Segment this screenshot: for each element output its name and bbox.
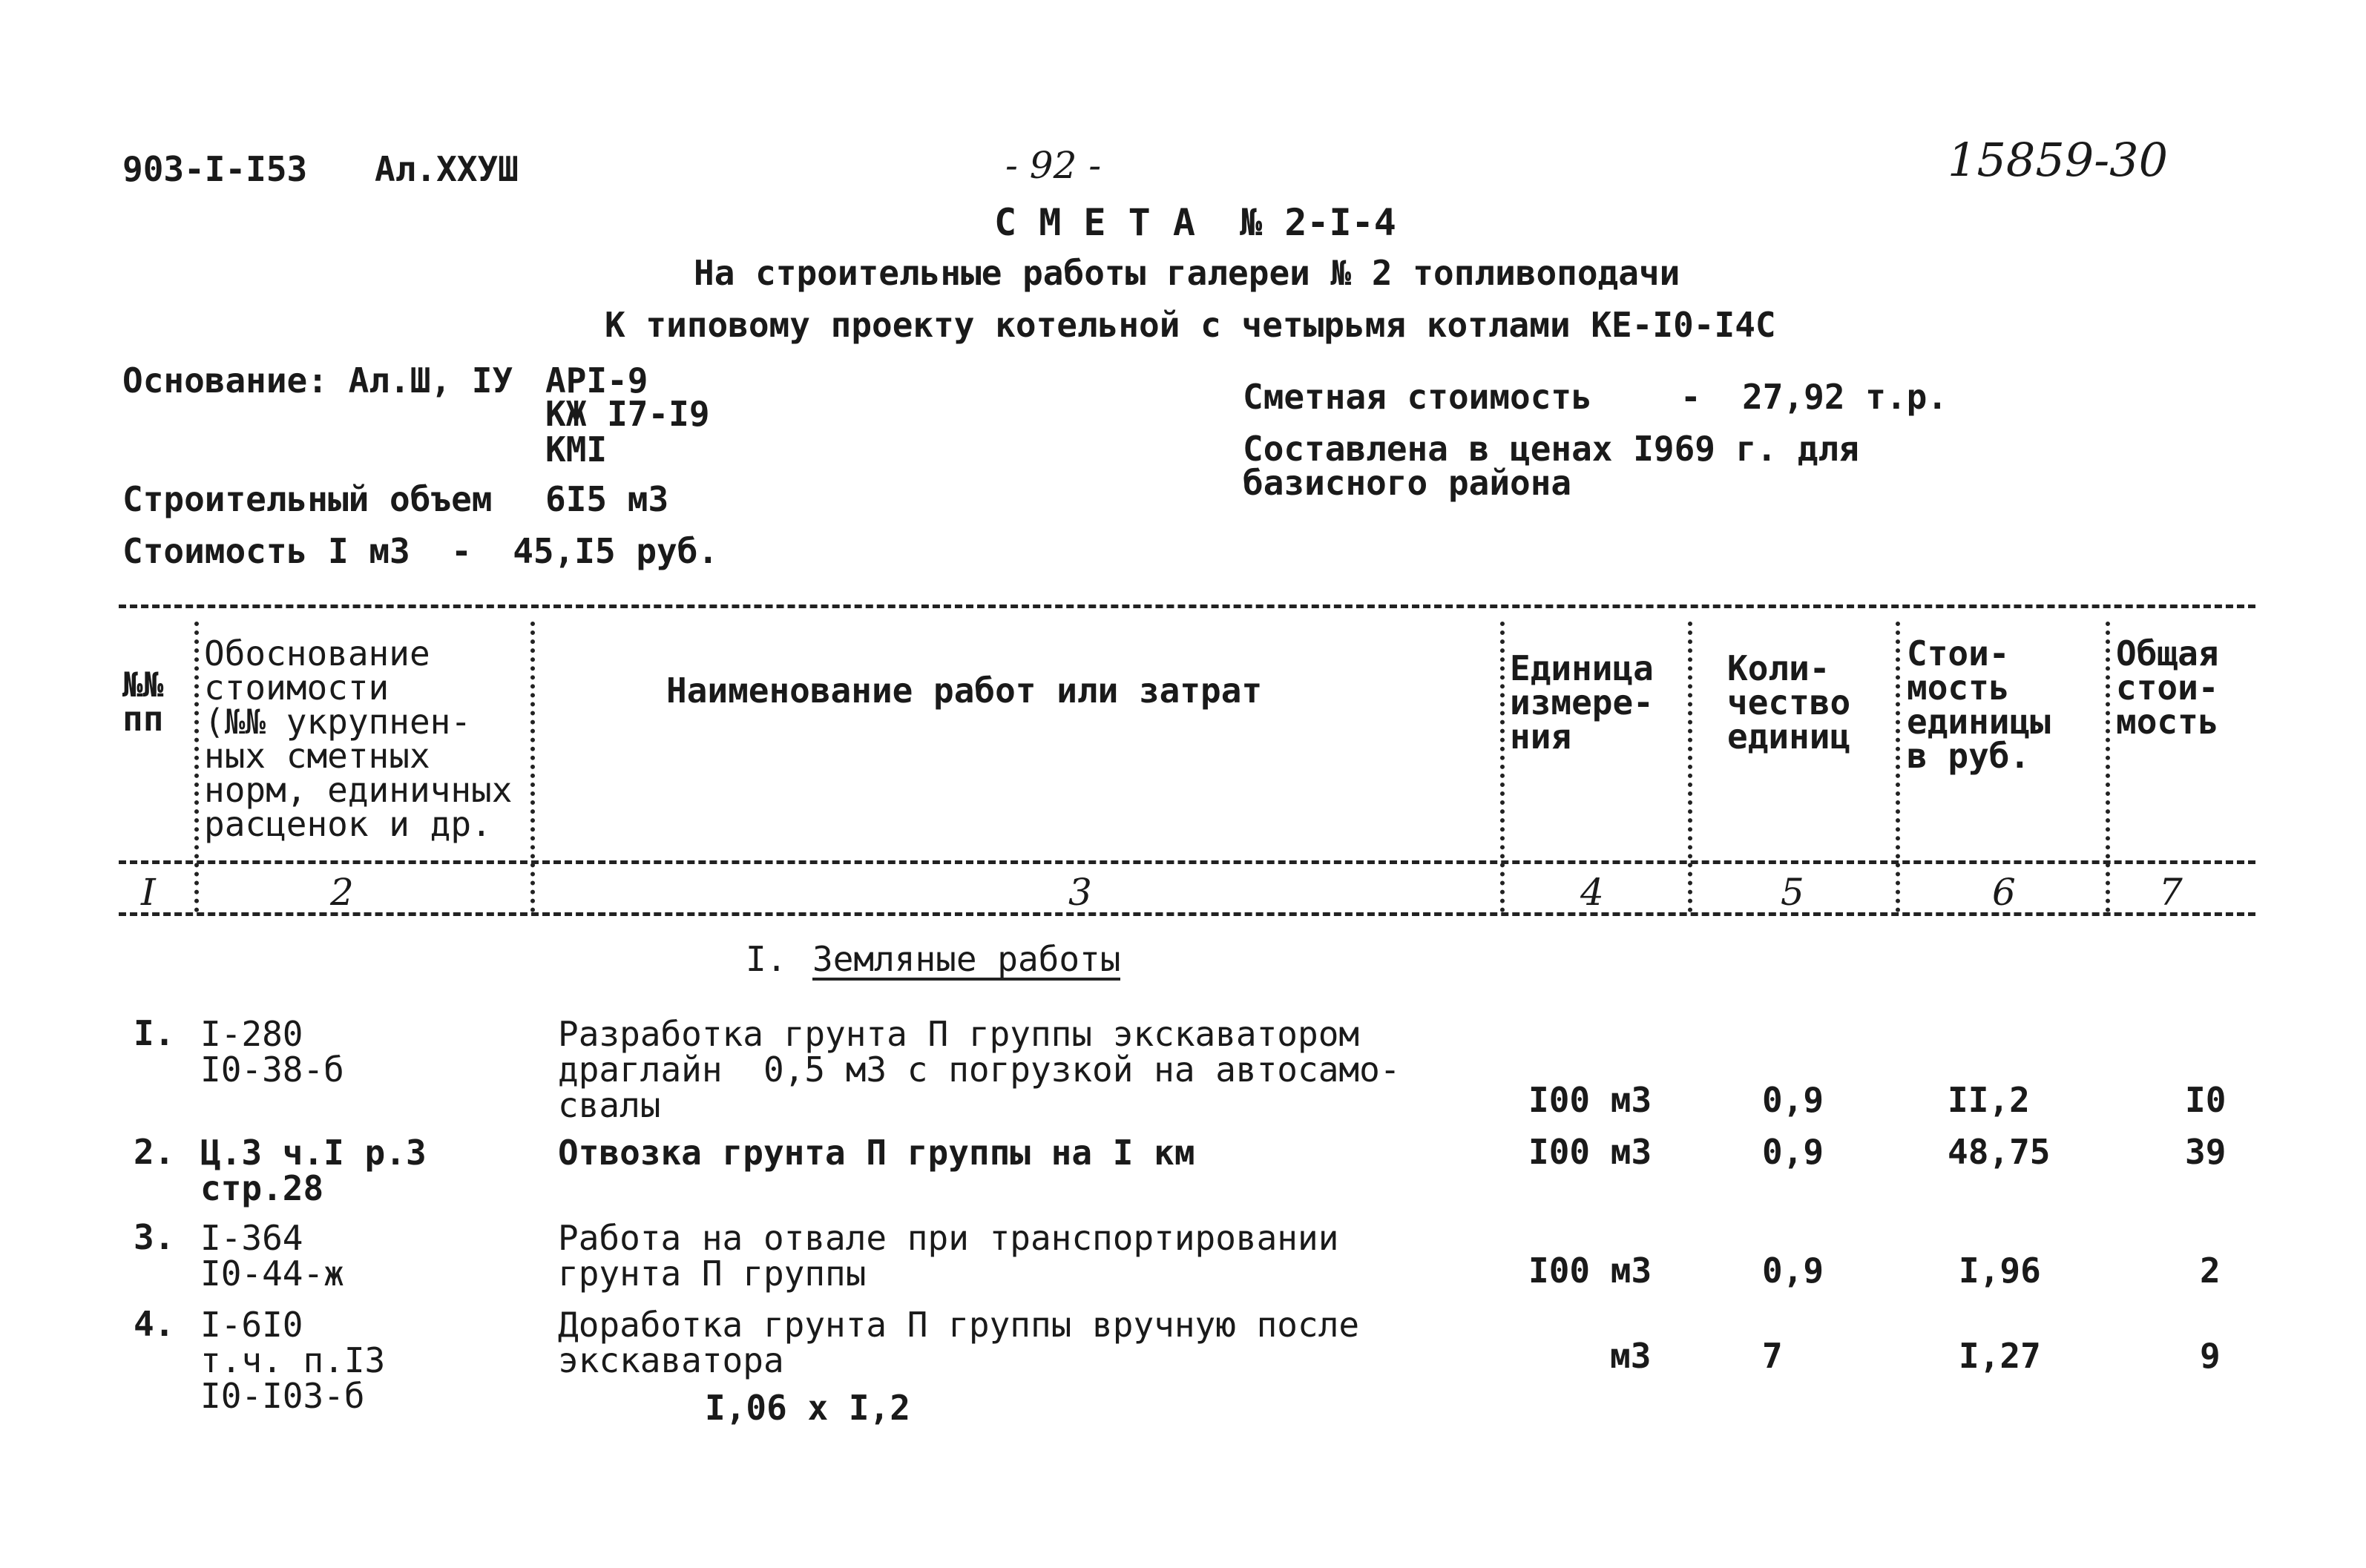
column-number-5: 5 — [1781, 871, 1804, 914]
col-sep-4 — [1688, 622, 1692, 912]
column-number-6: 6 — [1992, 871, 2016, 914]
col-sep-3 — [1500, 622, 1505, 912]
row-2-price: 48,75 — [1948, 1132, 2051, 1172]
row-2-total: 39 — [2185, 1132, 2227, 1172]
table-top-rule — [119, 605, 2255, 608]
estimated-cost-value: - 27,92 т.р. — [1680, 377, 1948, 417]
prices-line-1: Составлена в ценах I969 г. для — [1243, 429, 1859, 469]
column-numbers-rule — [119, 912, 2255, 916]
column-number-3: 3 — [1068, 871, 1092, 914]
row-1-price: II,2 — [1948, 1080, 2030, 1120]
page-number: - 92 - — [1005, 144, 1102, 187]
basis-label: Основание: Ал.Ш, IУ — [122, 360, 513, 401]
title-line-2: К типовому проекту котельной с четырьмя котлами КЕ-I0-I4С — [605, 305, 1776, 345]
row-4-basis: I-6I0 т.ч. п.I3 I0-I03-б — [200, 1305, 386, 1416]
row-1-total: I0 — [2185, 1080, 2227, 1120]
basis-ref-1: АРI-9 — [545, 360, 648, 401]
header-col-3: Наименование работ или затрат — [666, 671, 1263, 711]
row-2-basis: Ц.3 ч.I р.3 стр.28 — [200, 1133, 427, 1208]
section-title: Земляные работы — [812, 939, 1121, 979]
row-4-price: I,27 — [1959, 1336, 2041, 1376]
row-1-qty: 0,9 — [1762, 1080, 1824, 1120]
volume-value: 6I5 м3 — [545, 479, 669, 519]
row-4-total: 9 — [2200, 1336, 2221, 1376]
row-3-qty: 0,9 — [1762, 1251, 1824, 1291]
row-3-num: 3. — [134, 1217, 175, 1257]
header-col-6: Стои- мость единицы в руб. — [1907, 633, 2051, 776]
row-3-total: 2 — [2200, 1251, 2221, 1291]
row-2-name: Отвозка грунта П группы на I км — [558, 1133, 1195, 1173]
prices-line-2: базисного района — [1243, 463, 1572, 503]
header-col-2: Обоснование стоимости (№№ укрупнен- ных сметных норм, единичных расценок и др. — [204, 633, 513, 844]
album-number: Ал.XXУШ — [375, 149, 519, 189]
header-col-7: Общая стои- мость — [2116, 633, 2219, 742]
col-sep-5 — [1896, 622, 1900, 912]
header-col-1: №№ пп — [122, 665, 164, 739]
column-number-2: 2 — [330, 871, 354, 914]
row-4-unit: м3 — [1610, 1336, 1652, 1376]
row-2-qty: 0,9 — [1762, 1132, 1824, 1172]
row-1-basis: I-280 I0-38-б — [200, 1014, 344, 1090]
row-4-qty: 7 — [1762, 1336, 1783, 1376]
row-1-unit: I00 м3 — [1528, 1080, 1652, 1120]
unit-cost: Стоимость I м3 - 45,I5 руб. — [122, 531, 719, 571]
row-3-basis: I-364 I0-44-ж — [200, 1218, 344, 1294]
row-3-name: Работа на отвале при транспортировании грунта П группы — [558, 1218, 1339, 1294]
row-1-num: I. — [134, 1013, 175, 1053]
row-4-formula: I,06 x I,2 — [705, 1388, 910, 1428]
row-3-price: I,96 — [1959, 1251, 2041, 1291]
volume-label: Строительный объем — [122, 479, 493, 519]
basis-ref-3: КМI — [545, 429, 608, 470]
header-bottom-rule — [119, 860, 2255, 864]
doc-code: 903-I-I53 — [122, 149, 308, 189]
col-sep-6 — [2106, 622, 2110, 912]
column-number-1: I — [141, 871, 156, 914]
column-number-7: 7 — [2159, 871, 2183, 914]
row-3-unit: I00 м3 — [1528, 1251, 1652, 1291]
col-sep-1 — [194, 622, 199, 912]
title-line-1: На строительные работы галереи № 2 топливоподачи — [694, 253, 1680, 293]
row-2-unit: I00 м3 — [1528, 1132, 1652, 1172]
row-1-name: Разработка грунта П группы экскаватором драглайн 0,5 м3 с погрузкой на автосамо- свалы — [558, 1014, 1401, 1125]
header-col-4: Единица измере- ния — [1510, 648, 1654, 757]
handwritten-id: 15859-30 — [1948, 133, 2169, 187]
smeta-title: С М Е Т А № 2-I-4 — [994, 201, 1396, 244]
col-sep-2 — [530, 622, 535, 912]
row-4-name: Доработка грунта П группы вручную после экскаватора — [558, 1305, 1360, 1380]
row-4-num: 4. — [134, 1304, 175, 1344]
header-col-5: Коли- чество единиц — [1727, 648, 1851, 757]
row-2-num: 2. — [134, 1132, 175, 1172]
section-number: I. — [746, 939, 787, 979]
basis-ref-2: КЖ I7-I9 — [545, 394, 710, 434]
column-number-4: 4 — [1580, 871, 1604, 914]
estimated-cost-label: Сметная стоимость — [1243, 377, 1592, 417]
